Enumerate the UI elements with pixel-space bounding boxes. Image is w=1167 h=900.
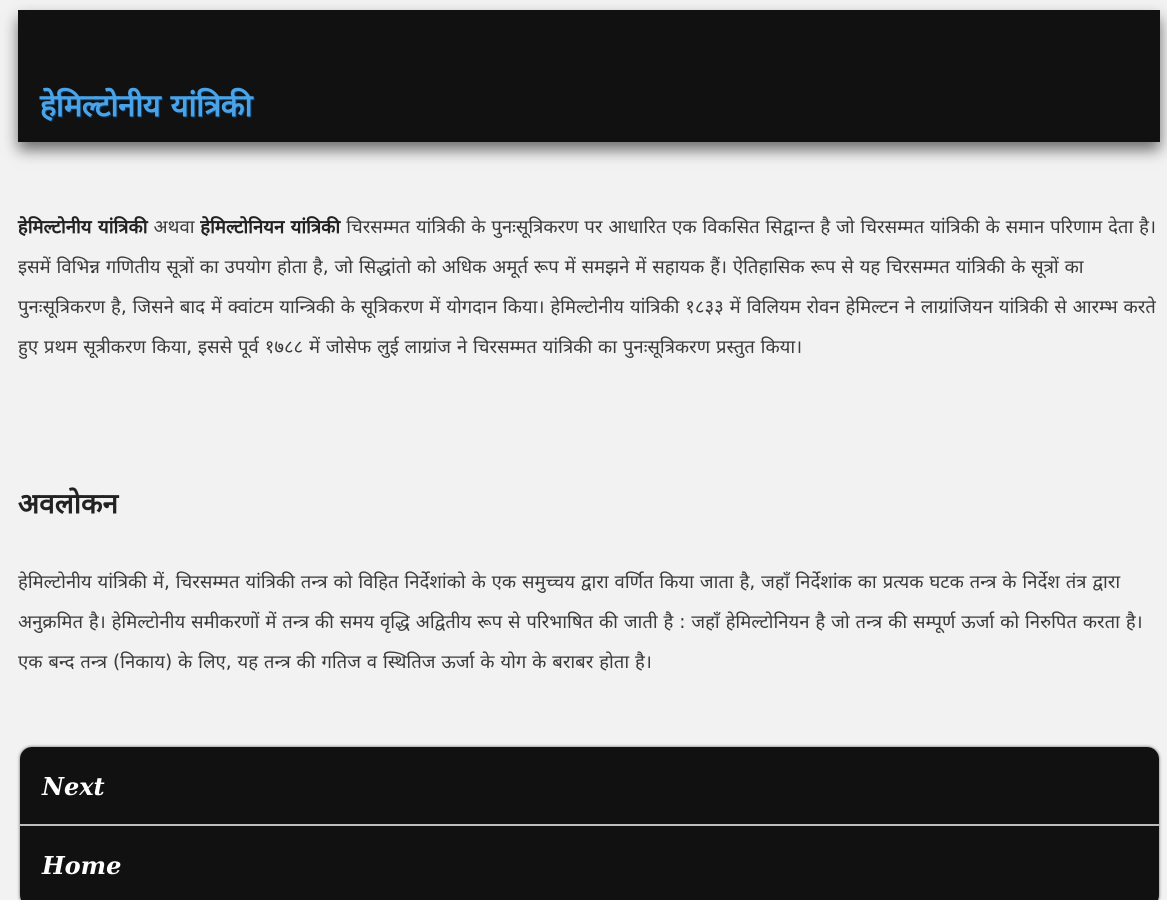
overview-heading: अवलोकन: [18, 487, 119, 520]
intro-conjunction: अथवा: [147, 217, 201, 238]
intro-text: चिरसम्मत यांत्रिकी के पुनःसूत्रिकरण पर आधारित एक विकसित सिद्वान्त है जो चिरसम्मत यांत्रिकी के समान परिणाम देता है। इसमें विभिन्न गणितीय सूत्रों का उपयोग होता है, जो सिद्धांतो को अधिक अमूर्त रूप में समझने में सहायक हैं। ऐतिहासिक रूप से यह चिरसम्मत यांत्रिकी के सूत्रों का पुनःसूत्रिकरण है, जिसने बाद में क्वांटम यान्त्रिकी के सूत्रिकरण में योगदान किया। हेमिल्टोनीय यांत्रिकी १८३३ में विलियम रोवन हेमिल्टन ने लाग्रांजियन यांत्रिकी से आरम्भ करते हुए प्रथम सूत्रीकरण किया, इससे पूर्व १७८८ में जोसेफ लुई लाग्रांज ने चिरसम्मत यांत्रिकी का पुनःसूत्रिकरण प्रस्तुत किया।: [18, 217, 1156, 358]
page-header: [18, 10, 1160, 142]
page-title: हेमिल्टोनीय यांत्रिकी: [40, 88, 253, 124]
intro-section: [18, 208, 1164, 368]
home-link[interactable]: Home: [42, 851, 122, 880]
next-link[interactable]: Next: [42, 772, 105, 801]
intro-term-2: हेमिल्टोनियन यांत्रिकी: [200, 217, 341, 238]
bottom-nav-menu: [20, 747, 1159, 900]
intro-paragraph: [18, 208, 1164, 368]
overview-section: [18, 563, 1158, 683]
overview-paragraph: हेमिल्टोनीय यांत्रिकी में, चिरसम्मत यांत्रिकी तन्त्र को विहित निर्देशांको के एक समुच्चय द्वारा वर्णित किया जाता है, जहाँ निर्देशांक का प्रत्यक घटक तन्त्र के निर्देश तंत्र द्वारा अनुक्रमित है। हेमिल्टोनीय समीकरणों में तन्त्र की समय वृद्धि अद्वितीय रूप से परिभाषित की जाती है : जहाँ हेमिल्टोनियन है जो तन्त्र की सम्पूर्ण ऊर्जा को निरुपित करता है। एक बन्द तन्त्र (निकाय) के लिए, यह तन्त्र की गतिज व स्थितिज ऊर्जा के योग के बराबर होता है।: [18, 572, 1143, 673]
intro-term-1: हेमिल्टोनीय यांत्रिकी: [18, 217, 148, 238]
